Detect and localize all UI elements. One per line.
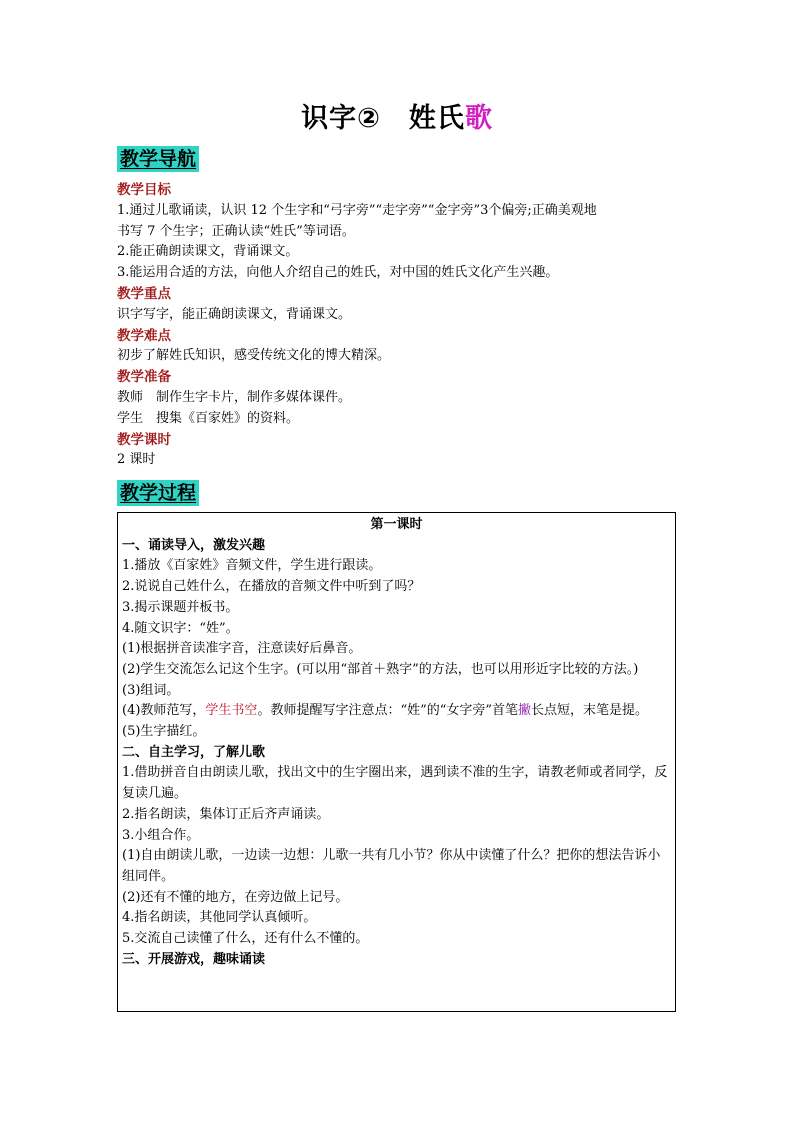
preparation-teacher: 教师 制作生字卡片，制作多媒体课件。 xyxy=(117,389,352,405)
step-line: 3.小组合作。 xyxy=(122,827,200,843)
teaching-nav-section xyxy=(117,180,687,471)
goal-line: 书写 7 个生字；正确认读“姓氏”等词语。 xyxy=(117,223,355,239)
step-line: 4.指名朗读，其他同学认真倾听。 xyxy=(122,910,317,926)
step-line: 2.说说自己姓什么，在播放的音频文件中听到了吗？ xyxy=(122,579,421,595)
teaching-process-label: 教学过程 xyxy=(117,480,199,506)
step-line: 4.随文识字：“姓”。 xyxy=(122,620,239,636)
teaching-nav-label: 教学导航 xyxy=(117,146,199,172)
step-line: 3.揭示课题并板书。 xyxy=(122,599,239,615)
step-line: (1)自由朗读儿歌，一边读一边想：儿歌一共有几小节？你从中读懂了什么？把你的想法告诉小组同伴。 xyxy=(122,848,661,884)
preparation-student: 学生 搜集《百家姓》的资料。 xyxy=(117,410,300,426)
goal-line: 3.能运用合适的方法，向他人介绍自己的姓氏，对中国的姓氏文化产生兴趣。 xyxy=(117,265,559,281)
step-line: 2.指名朗读，集体订正后齐声诵读。 xyxy=(122,806,330,822)
step-line: (1)根据拼音读准字音，注意读好后鼻音。 xyxy=(122,641,362,657)
highlight-text: 撇 xyxy=(518,703,532,719)
key-points-heading: 教学重点 xyxy=(117,285,171,302)
title-highlight: 歌 xyxy=(464,103,493,134)
page-title xyxy=(0,96,794,135)
teaching-process-table xyxy=(117,512,676,1012)
step-line: (2)还有不懂的地方，在旁边做上记号。 xyxy=(122,889,349,905)
step-line: (5)生字描红。 xyxy=(122,724,206,740)
highlight-text: 学生书空 xyxy=(205,703,258,719)
goal-line: 2.能正确朗读课文，背诵课文。 xyxy=(117,244,299,260)
preparation-heading: 教学准备 xyxy=(117,369,171,386)
step-heading: 一、诵读导入，激发兴趣 xyxy=(122,537,266,553)
step-heading: 二、自主学习，了解儿歌 xyxy=(122,744,266,760)
step-line: 1.播放《百家姓》音频文件，学生进行跟读。 xyxy=(122,558,382,574)
step-text: 长点短，末笔是提。 xyxy=(531,703,649,719)
step-line: 5.交流自己读懂了什么，还有什么不懂的。 xyxy=(122,931,369,947)
title-main: 识字② 姓氏 xyxy=(301,103,465,134)
goal-line: 1.通过儿歌诵读，认识 12 个生字和“弓字旁”“走字旁”“金字旁”3个偏旁;正确美观地 xyxy=(117,202,597,218)
step-line xyxy=(122,701,671,722)
difficulties-text: 初步了解姓氏知识，感受传统文化的博大精深。 xyxy=(117,348,391,364)
step-heading: 三、开展游戏，趣味诵读 xyxy=(122,951,266,967)
key-points-text: 识字写字，能正确朗读课文，背诵课文。 xyxy=(117,306,352,322)
step-line: (3)组词。 xyxy=(122,682,180,698)
step-text: (4)教师范写， xyxy=(122,703,206,719)
step-line: 1.借助拼音自由朗读儿歌，找出文中的生字圈出来，遇到读不准的生字，请教老师或者同学，反复读几遍。 xyxy=(122,765,668,802)
step-line: (2)学生交流怎么记这个生字。(可以用“部首＋熟字”的方法，也可以用形近字比较的方法。) xyxy=(122,661,639,677)
difficulties-heading: 教学难点 xyxy=(117,327,171,344)
periods-heading: 教学课时 xyxy=(117,431,171,448)
goals-heading: 教学目标 xyxy=(117,182,171,198)
periods-text: 2 课时 xyxy=(117,452,156,468)
step-text: 。教师提醒写字注意点：“姓”的“女字旁”首笔 xyxy=(257,703,519,719)
lesson-heading: 第一课时 xyxy=(370,517,423,532)
